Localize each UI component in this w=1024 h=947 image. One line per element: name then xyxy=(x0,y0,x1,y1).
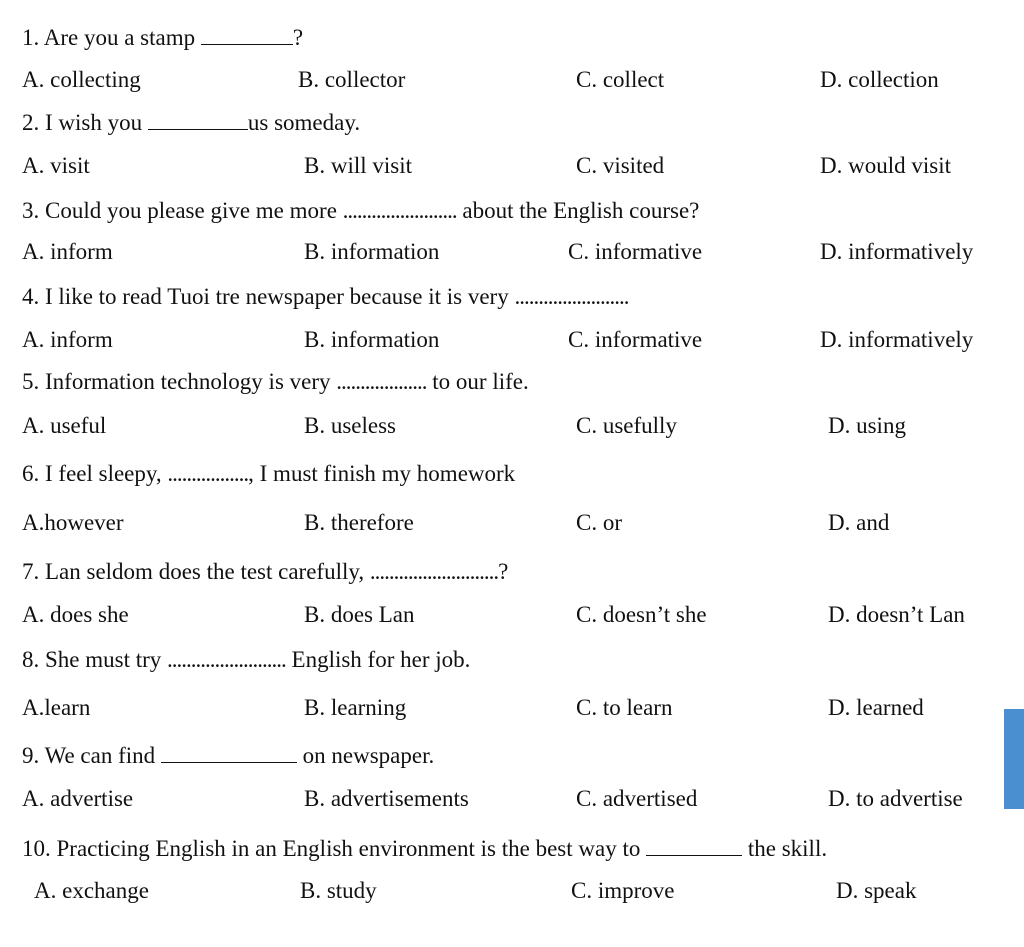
question-8 xyxy=(22,646,470,674)
question-text: 4. I like to read Tuoi tre newspaper because it is very xyxy=(22,284,515,309)
question-7 xyxy=(22,558,508,586)
option-d: D. to advertise xyxy=(828,786,963,811)
answer-blank xyxy=(161,744,297,763)
question-text: 6. I feel sleepy, xyxy=(22,461,168,486)
scrollbar-thumb[interactable] xyxy=(1004,709,1024,809)
answer-blank: ........................... xyxy=(369,559,499,584)
option-b: B. does Lan xyxy=(304,602,415,627)
option-d: D. informatively xyxy=(820,239,974,264)
question-text: 7. Lan seldom does the test carefully, xyxy=(22,559,370,584)
answer-blank xyxy=(201,26,293,45)
question-text-end: English for her job. xyxy=(285,647,471,672)
question-text-end: us someday. xyxy=(247,110,361,135)
option-a: A. visit xyxy=(22,153,90,178)
option-a: A.learn xyxy=(22,695,91,720)
question-9 xyxy=(22,742,434,770)
answer-blank: ......................... xyxy=(167,647,286,672)
question-10 xyxy=(22,835,827,863)
option-c: C. usefully xyxy=(576,413,677,438)
question-text: 5. Information technology is very xyxy=(22,369,337,394)
option-d: D. speak xyxy=(836,878,917,903)
question-text: 9. We can find xyxy=(22,743,161,768)
option-a: A. does she xyxy=(22,602,129,627)
option-d: D. using xyxy=(828,413,906,438)
option-a: A. useful xyxy=(22,413,107,438)
option-c: C. improve xyxy=(571,878,675,903)
option-c: C. to learn xyxy=(576,695,673,720)
option-c: C. informative xyxy=(568,239,703,264)
question-text-end: to our life. xyxy=(426,369,529,394)
option-b: B. information xyxy=(304,327,440,352)
option-d: D. would visit xyxy=(820,153,951,178)
option-a: A.however xyxy=(22,510,124,535)
option-c: C. or xyxy=(576,510,622,535)
answer-blank xyxy=(646,837,742,856)
question-2 xyxy=(22,109,360,137)
option-b: B. useless xyxy=(304,413,396,438)
option-a: A. inform xyxy=(22,327,113,352)
option-c: C. informative xyxy=(568,327,703,352)
question-1 xyxy=(22,24,303,52)
question-text-end: about the English course? xyxy=(456,198,700,223)
question-5 xyxy=(22,368,529,396)
option-c: C. doesn’t she xyxy=(576,602,707,627)
question-6 xyxy=(22,460,515,488)
question-text: 3. Could you please give me more xyxy=(22,198,343,223)
option-b: B. will visit xyxy=(304,153,412,178)
question-text-end: ? xyxy=(498,559,509,584)
question-3 xyxy=(22,197,699,225)
question-text-end: on newspaper. xyxy=(296,743,435,768)
answer-blank: ................. xyxy=(167,461,249,486)
option-b: B. advertisements xyxy=(304,786,469,811)
question-text-end: , I must finish my homework xyxy=(248,461,516,486)
answer-blank xyxy=(148,111,248,130)
option-d: D. informatively xyxy=(820,327,974,352)
option-a: A. collecting xyxy=(22,67,141,92)
option-a: A. advertise xyxy=(22,786,134,811)
option-b: B. information xyxy=(304,239,440,264)
question-text-end: ? xyxy=(292,25,304,50)
option-b: B. study xyxy=(300,878,377,903)
option-c: C. visited xyxy=(576,153,665,178)
option-a: A. inform xyxy=(22,239,113,264)
option-c: C. advertised xyxy=(576,786,698,811)
question-text-end: the skill. xyxy=(742,836,828,861)
question-text: 2. I wish you xyxy=(22,110,148,135)
option-d: D. and xyxy=(828,510,890,535)
question-text: 10. Practicing English in an English environment is the best way to xyxy=(22,836,647,861)
option-b: B. therefore xyxy=(304,510,414,535)
option-d: D. collection xyxy=(820,67,939,92)
answer-blank: ........................ xyxy=(514,284,629,309)
answer-blank: ................... xyxy=(336,369,427,394)
option-b: B. learning xyxy=(304,695,407,720)
question-text: 1. Are you a stamp xyxy=(22,25,201,50)
option-b: B. collector xyxy=(298,67,406,92)
question-text: 8. She must try xyxy=(22,647,168,672)
option-a: A. exchange xyxy=(34,878,149,903)
option-d: D. doesn’t Lan xyxy=(828,602,965,627)
option-c: C. collect xyxy=(576,67,665,92)
question-4 xyxy=(22,283,628,311)
option-d: D. learned xyxy=(828,695,924,720)
answer-blank: ........................ xyxy=(342,198,457,223)
